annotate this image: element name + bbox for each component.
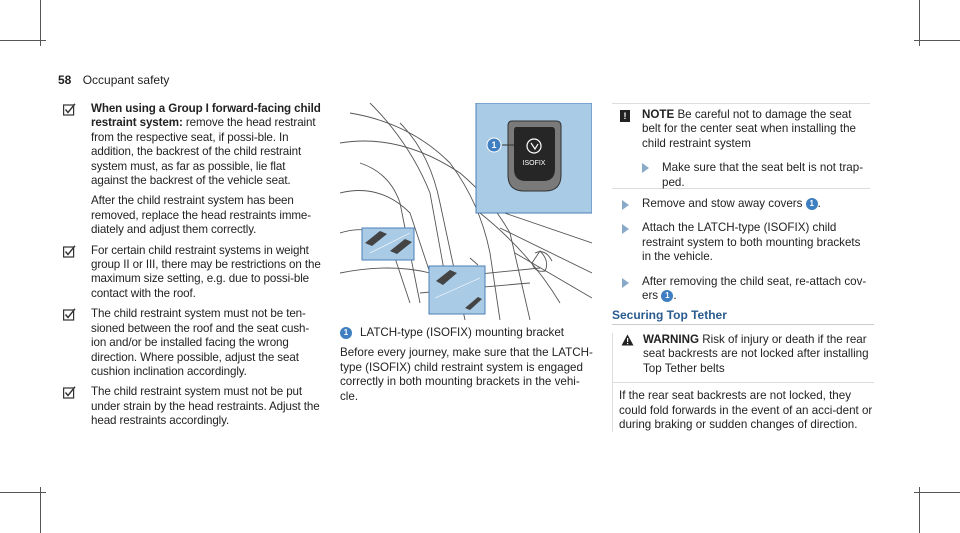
instruction-steps <box>612 197 872 313</box>
instruction-step <box>612 275 872 304</box>
note-step <box>642 161 870 190</box>
warning-header <box>613 333 874 383</box>
checkbox-icon <box>63 103 76 116</box>
checklist-item <box>63 244 323 302</box>
warning-box <box>612 333 874 432</box>
crop-mark <box>914 40 960 41</box>
figure-caption: LATCH-type (ISOFIX) mounting bracket <box>360 326 565 339</box>
section-name: Occupant safety <box>82 73 170 87</box>
step-text: Attach the LATCH-type (ISOFIX) child restraint system to both mounting brackets in the vehicle. <box>642 221 861 264</box>
step-number-badge: 1 <box>661 290 673 302</box>
warning-label: WARNING <box>643 333 700 346</box>
callout-number: 1 <box>491 140 497 150</box>
checklist-item <box>63 385 323 428</box>
section-divider <box>612 324 874 325</box>
checkbox-icon <box>63 386 76 399</box>
arrow-right-icon <box>642 163 649 173</box>
step-suffix: . <box>673 289 677 303</box>
warning-text: Risk of injury or death if the rear seat backrests are not locked after installing Top Tether belts <box>643 333 869 375</box>
checkbox-icon <box>63 245 76 258</box>
step-number-badge: 1 <box>806 198 818 210</box>
note-step-text: Make sure that the seat belt is not trap-ped. <box>662 161 864 189</box>
arrow-right-icon <box>622 200 629 210</box>
item-text: The child restraint system must not be ten-sioned between the roof and the seat cush-ion and/or be installed facing the wrong direction. Where possible, adjust the seat cushion inclination accordingly. <box>91 307 310 378</box>
seat-drawing <box>340 103 592 320</box>
item-lead: When using a Group I forward-facing child restraint system: <box>91 102 321 130</box>
item-text: For certain child restraint systems in weight group II or III, there may be restrictions on the maximum size setting, e.g. due to possi-ble contact with the roof. <box>91 243 321 300</box>
arrow-right-icon <box>622 278 629 288</box>
instruction-step <box>612 197 872 211</box>
instruction-step <box>612 221 872 264</box>
step-text: Remove and stow away covers <box>642 197 806 210</box>
warning-triangle-icon <box>621 334 634 346</box>
crop-mark <box>914 492 960 493</box>
crop-mark <box>40 487 41 533</box>
crop-mark <box>0 40 46 41</box>
checkbox-icon <box>63 308 76 321</box>
arrow-right-icon <box>622 224 629 234</box>
item-text: The child restraint system must not be put under strain by the head restraints. Adjust the head restraints accordingly. <box>91 385 320 428</box>
crop-mark <box>0 492 46 493</box>
left-column <box>63 102 323 435</box>
item-extra: After the child restraint system has been removed, replace the head restraints imme-diately and adjust them correctly. <box>91 194 312 237</box>
checklist-item <box>63 307 323 379</box>
item-text: remove the head restraint from the respective seat, if possi-ble. In addition, the backrest of the child restraint system must, as far as possible, lie flat against the backrest of the vehicle seat. <box>91 116 316 188</box>
note-text: Be careful not to damage the seat belt for the center seat when installing the child restraint system <box>642 108 856 150</box>
isofix-illustration <box>340 103 592 320</box>
page-header <box>58 73 169 87</box>
note-box <box>612 103 870 189</box>
figure-caption-block <box>340 326 595 410</box>
warning-body: If the rear seat backrests are not locked, they could fold forwards in the event of an acci-dent or during braking or sudden changes of direction. <box>619 389 873 432</box>
isofix-label: ISOFIX <box>522 160 546 167</box>
step-text: After removing the child seat, re-attach cov-ers <box>642 274 867 303</box>
page-number: 58 <box>58 73 72 87</box>
step-suffix: . <box>817 197 821 210</box>
checklist-item <box>63 102 323 238</box>
caption-number-badge: 1 <box>340 327 352 339</box>
section-title: Securing Top Tether <box>612 308 727 322</box>
caption-paragraph: Before every journey, make sure that the LATCH-type (ISOFIX) child restraint system is engaged correctly in both mounting brackets in the vehi-cle. <box>340 346 593 403</box>
crop-mark <box>919 487 920 533</box>
note-label: NOTE <box>642 108 675 121</box>
exclamation-icon: ! <box>620 110 630 122</box>
